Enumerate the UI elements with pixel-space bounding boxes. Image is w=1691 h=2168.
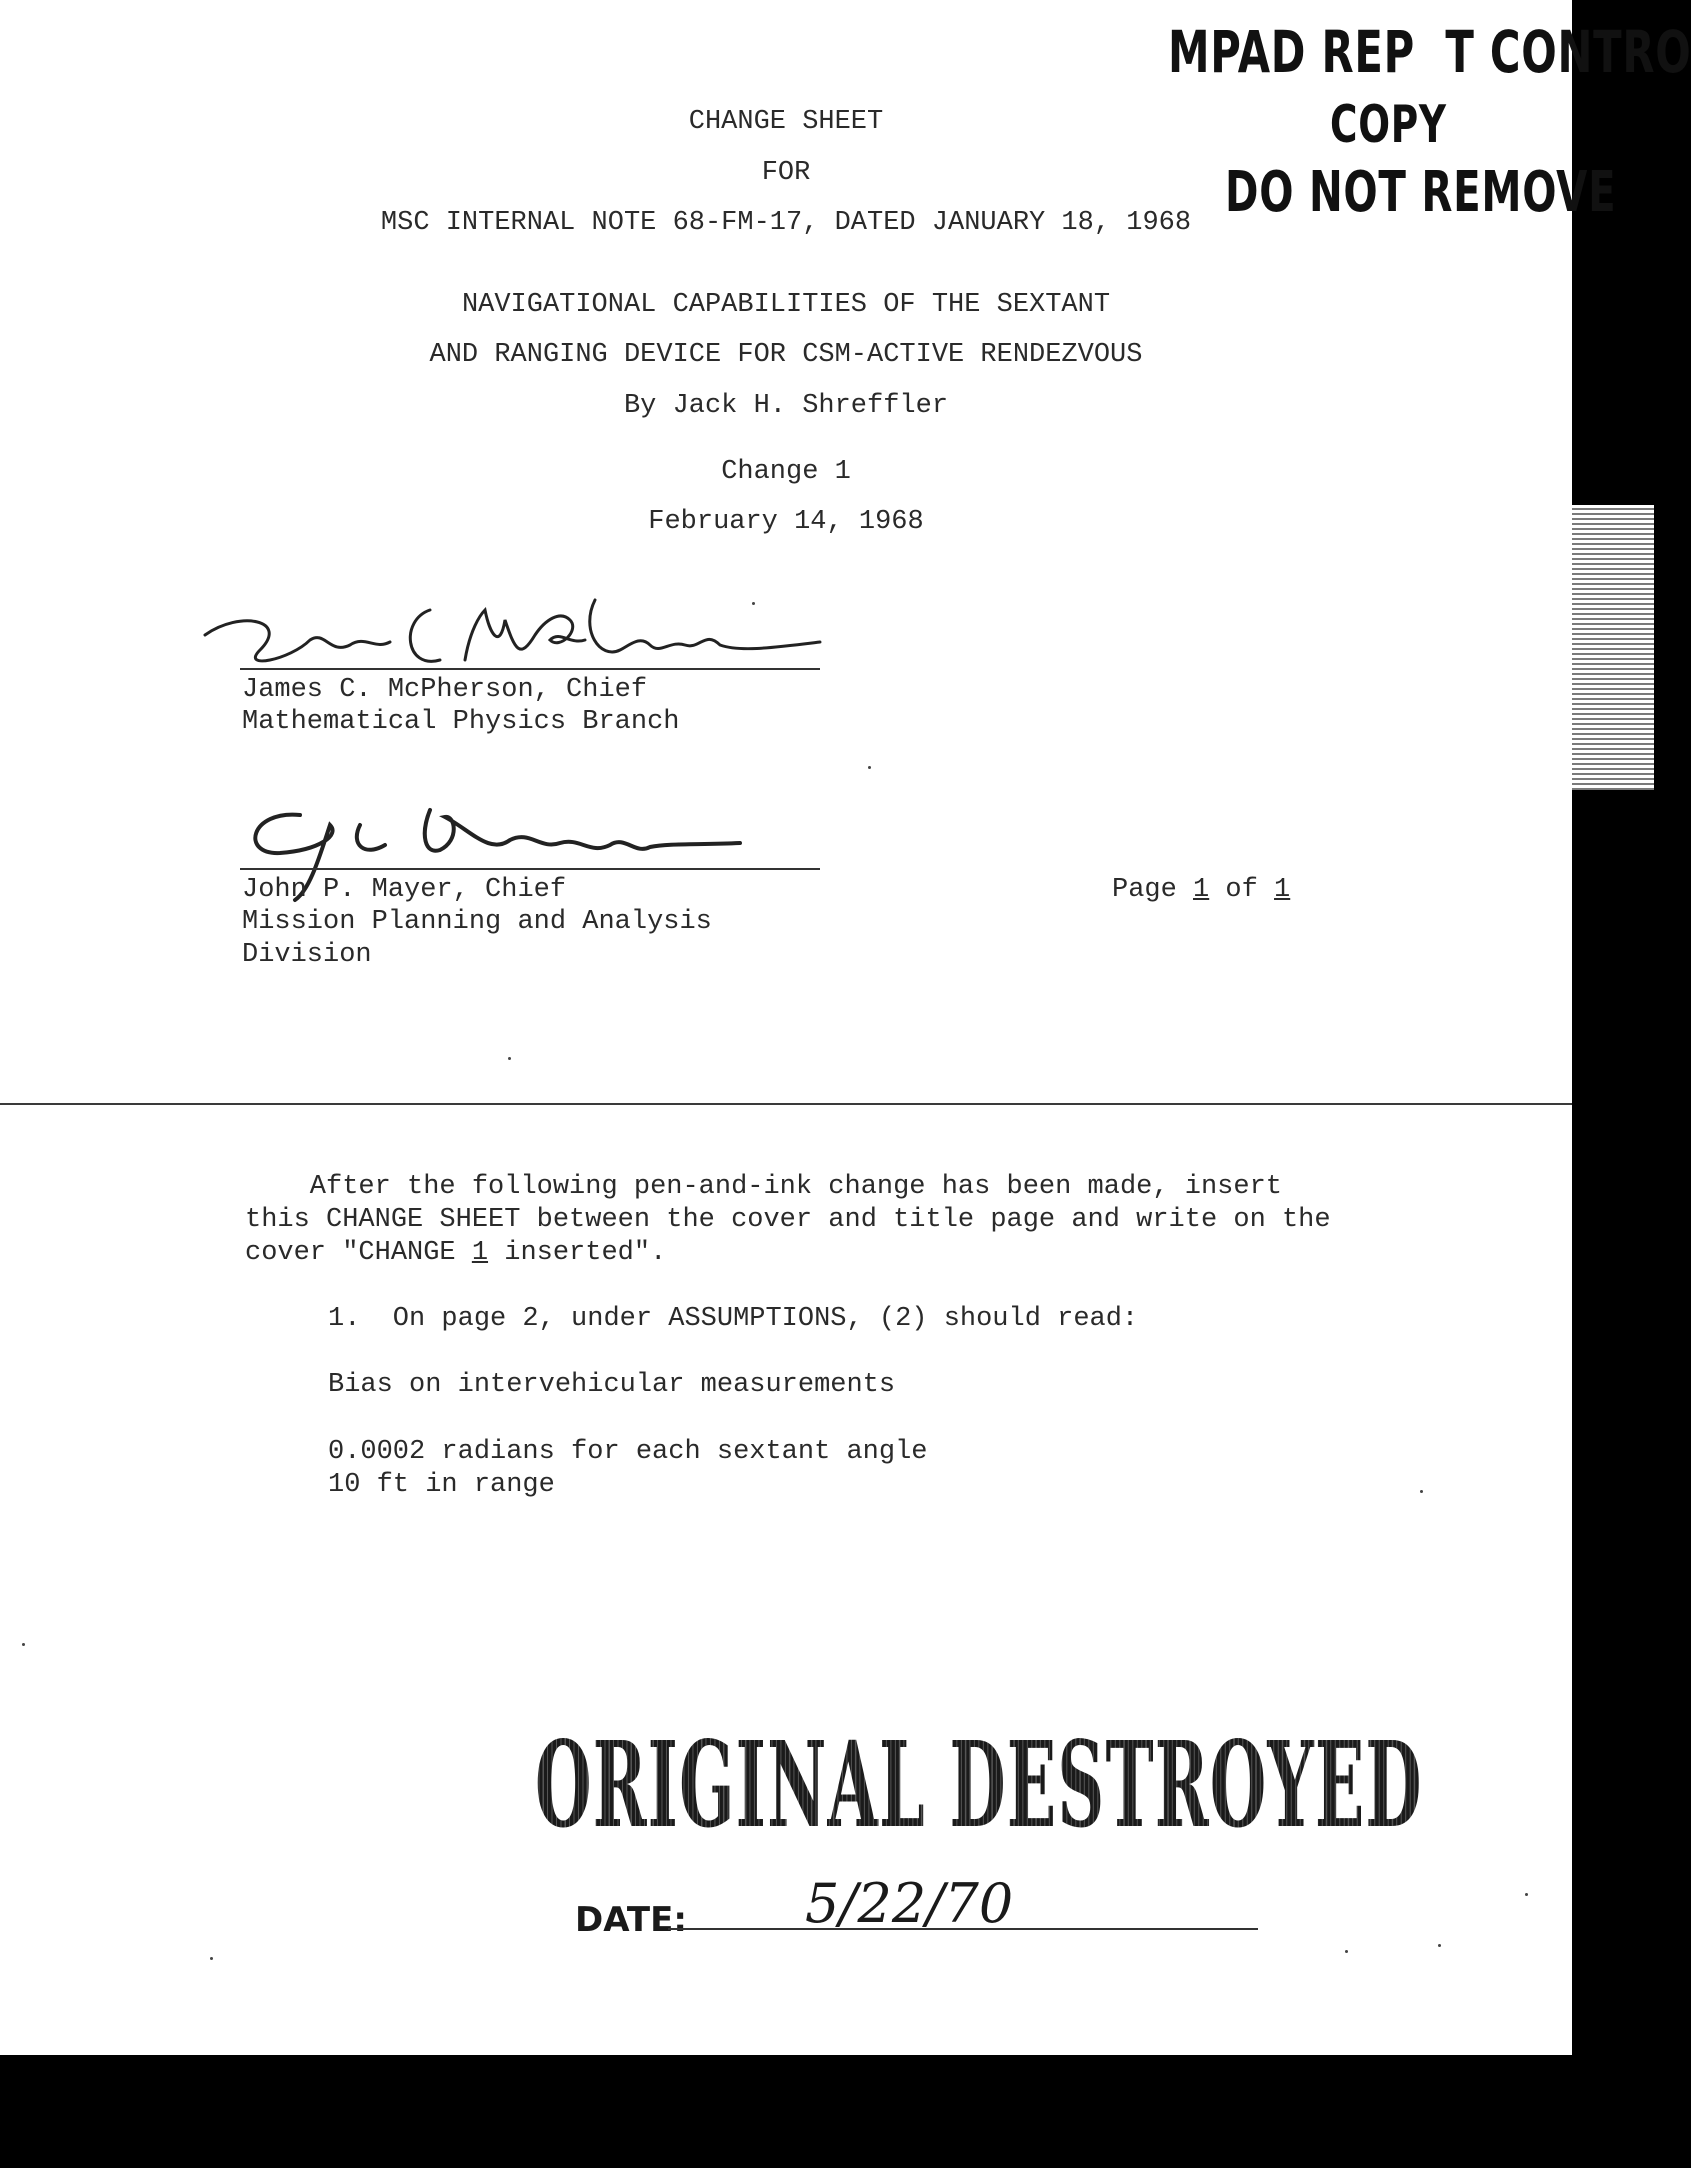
- signature-line-1: [240, 668, 820, 670]
- change-date: February 14, 1968: [648, 507, 924, 537]
- scan-speck: [1420, 1490, 1423, 1493]
- internal-note-reference: MSC INTERNAL NOTE 68-FM-17, DATED JANUARY 18, 1968: [380, 208, 1192, 238]
- scan-edge-band: [1572, 505, 1654, 790]
- instruction-line-2: this CHANGE SHEET between the cover and title page and write on the: [245, 1205, 1331, 1235]
- signatory-1-title: Mathematical Physics Branch: [242, 707, 680, 737]
- report-control-stamp-line2: COPY: [1330, 95, 1447, 155]
- section-divider: [0, 1103, 1572, 1105]
- instruction-change-number: 1: [471, 1238, 489, 1268]
- subject-line-2: AND RANGING DEVICE FOR CSM-ACTIVE RENDEZVOUS: [429, 340, 1143, 370]
- scan-speck: [868, 766, 871, 769]
- scan-speck: [1345, 1950, 1348, 1953]
- instruction-line-3-start: cover "CHANGE: [245, 1238, 472, 1268]
- scan-speck: [22, 1643, 25, 1646]
- author-line: By Jack H. Shreffler: [623, 391, 949, 421]
- bias-sextant-angle: 0.0002 radians for each sextant angle: [328, 1437, 928, 1467]
- signatory-1-name: James C. McPherson, Chief: [242, 675, 648, 705]
- instruction-line-1: After the following pen-and-ink change has been made, insert: [245, 1172, 1282, 1202]
- report-control-stamp-line3: DO NOT REMOVE: [1225, 160, 1617, 225]
- signatory-2-title-1: Mission Planning and Analysis: [242, 907, 712, 937]
- scan-speck: [1525, 1893, 1528, 1896]
- page-current: 1: [1193, 875, 1210, 905]
- scan-speck: [1438, 1944, 1441, 1947]
- scan-speck: [508, 1057, 511, 1060]
- document-for: FOR: [761, 158, 811, 188]
- page-middle: of: [1209, 875, 1275, 905]
- page-indicator: [1112, 874, 1290, 907]
- original-destroyed-stamp: [535, 1715, 1423, 1854]
- signature-line-2: [240, 868, 820, 870]
- bias-heading: Bias on intervehicular measurements: [328, 1370, 896, 1400]
- document-title: CHANGE SHEET: [688, 107, 884, 137]
- instruction-line-3: [245, 1237, 666, 1270]
- signatory-2-name: John P. Mayer, Chief: [242, 875, 567, 905]
- stamp-date-value: 5/22/70: [805, 1872, 1014, 1935]
- change-item-1: 1. On page 2, under ASSUMPTIONS, (2) should read:: [328, 1304, 1139, 1334]
- page-prefix: Page: [1112, 875, 1194, 905]
- stamp-date-label: DATE:: [575, 1900, 687, 1940]
- change-number: Change 1: [721, 457, 851, 487]
- report-control-stamp-line1: MPAD REP T CONTRO: [1168, 18, 1691, 86]
- instruction-line-3-end: inserted".: [488, 1238, 667, 1268]
- page-total: 1: [1274, 875, 1291, 905]
- scan-speck: [752, 602, 755, 605]
- original-destroyed-text: ORIGINAL DESTROYED: [535, 1715, 1423, 1854]
- bias-range: 10 ft in range: [328, 1470, 555, 1500]
- signatory-2-title-2: Division: [242, 940, 372, 970]
- subject-line-1: NAVIGATIONAL CAPABILITIES OF THE SEXTANT: [461, 290, 1111, 320]
- scan-speck: [210, 1957, 213, 1960]
